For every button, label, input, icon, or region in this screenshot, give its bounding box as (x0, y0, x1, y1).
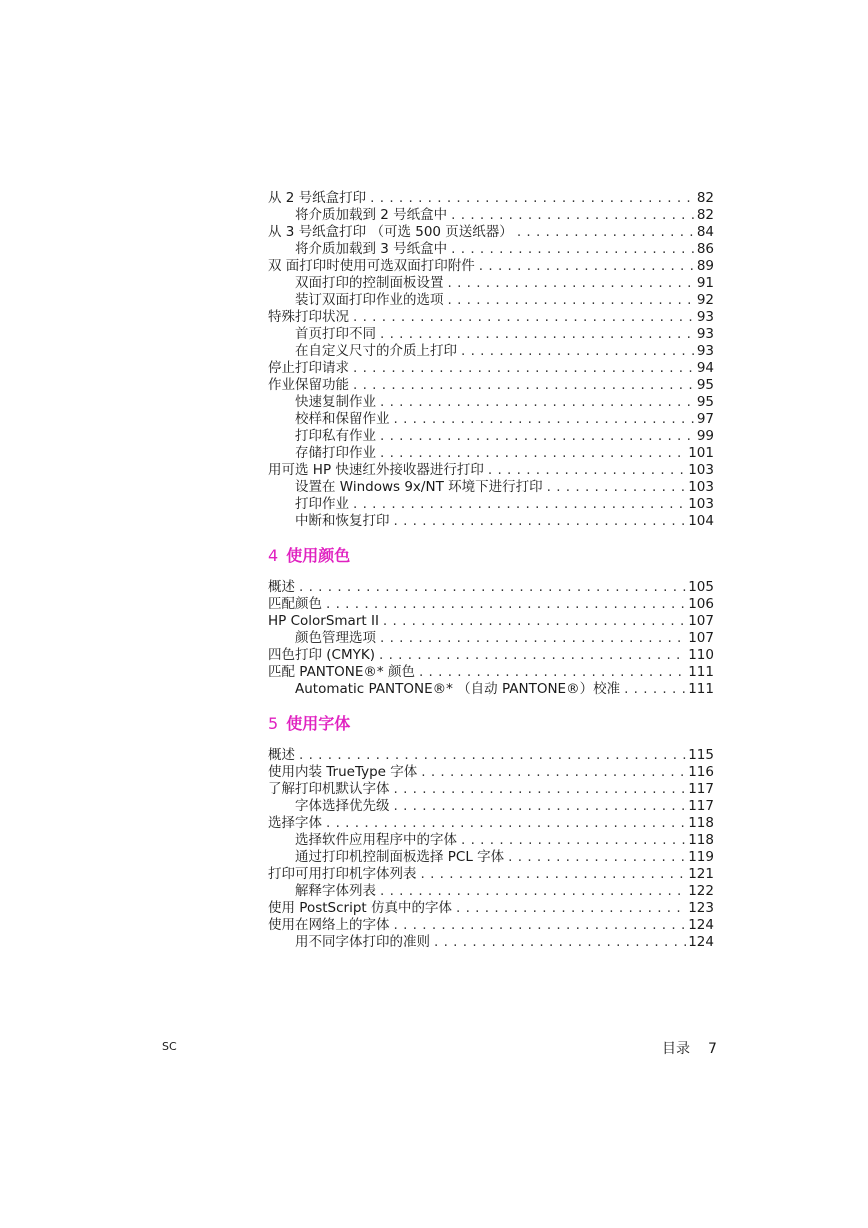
toc-entry-title: 匹配颜色 (268, 596, 322, 612)
toc-entry[interactable] (268, 394, 714, 411)
toc-entry-title: 从 3 号纸盒打印 （可选 500 页送纸器） (268, 224, 513, 240)
toc-entry[interactable] (268, 513, 714, 530)
chapter-title: 使用字体 (286, 714, 351, 733)
toc-entry-page: 115 (688, 747, 714, 763)
toc-entry[interactable] (268, 883, 714, 900)
dot-leader (451, 241, 695, 258)
dot-leader (448, 292, 695, 309)
dot-leader (379, 647, 686, 664)
toc-entry[interactable] (268, 275, 714, 292)
toc-entry-title: 打印作业 (295, 496, 349, 512)
toc-entry-page: 110 (688, 647, 714, 663)
dot-leader (380, 445, 686, 462)
dot-leader (517, 224, 695, 241)
toc-entry-title: 匹配 PANTONE®* 颜色 (268, 664, 415, 680)
toc-entry[interactable] (268, 934, 714, 951)
toc-entry-page: 89 (696, 258, 714, 274)
toc-entry-title: 概述 (268, 747, 295, 763)
toc-entry-page: 93 (696, 343, 714, 359)
toc-entry[interactable] (268, 579, 714, 596)
toc-entry-page: 116 (688, 764, 714, 780)
toc-entry-title: 停止打印请求 (268, 360, 349, 376)
toc-entry[interactable] (268, 496, 714, 513)
dot-leader (326, 596, 686, 613)
toc-entry-title: 解释字体列表 (295, 883, 376, 899)
toc-entry[interactable] (268, 343, 714, 360)
toc-entry-title: 使用内装 TrueType 字体 (268, 764, 418, 780)
toc-entry[interactable] (268, 849, 714, 866)
footer-page-number: 7 (708, 1041, 717, 1057)
toc-entry-page: 95 (696, 394, 714, 410)
toc-entry-page: 99 (696, 428, 714, 444)
toc-entry-title: 打印私有作业 (295, 428, 376, 444)
dot-leader (461, 343, 695, 360)
toc-entry-title: 通过打印机控制面板选择 PCL 字体 (295, 849, 505, 865)
toc-entry[interactable] (268, 747, 714, 764)
toc-entry[interactable] (268, 630, 714, 647)
toc-entry-title: 作业保留功能 (268, 377, 349, 393)
toc-entry-page: 124 (688, 934, 714, 950)
toc-entry[interactable] (268, 917, 714, 934)
toc-group-chapter3 (268, 190, 714, 530)
dot-leader (456, 900, 686, 917)
toc-entry-title: 了解打印机默认字体 (268, 781, 390, 797)
toc-entry-title: 选择软件应用程序中的字体 (295, 832, 457, 848)
toc-entry-title: 设置在 Windows 9x/NT 环境下进行打印 (295, 479, 543, 495)
toc-entry-title: 打印可用打印机字体列表 (268, 866, 417, 882)
toc-entry-page: 107 (688, 613, 714, 629)
toc-entry-page: 97 (696, 411, 714, 427)
toc-entry-page: 82 (696, 190, 714, 206)
toc-entry-title: 将介质加载到 2 号纸盒中 (295, 207, 448, 223)
toc-entry[interactable] (268, 664, 714, 681)
dot-leader (448, 275, 695, 292)
dot-leader (394, 781, 687, 798)
toc-entry[interactable] (268, 258, 714, 275)
toc-entry-page: 119 (688, 849, 714, 865)
toc-entry-page: 118 (688, 815, 714, 831)
chapter-title: 使用颜色 (286, 546, 351, 565)
dot-leader (434, 934, 686, 951)
toc-entry-title: 从 2 号纸盒打印 (268, 190, 367, 206)
toc-entry-page: 103 (688, 462, 714, 478)
toc-entry[interactable] (268, 781, 714, 798)
toc-entry[interactable] (268, 190, 714, 207)
toc-entry-title: 将介质加载到 3 号纸盒中 (295, 241, 448, 257)
toc-entry[interactable] (268, 360, 714, 377)
dot-leader (394, 917, 687, 934)
dot-leader (370, 190, 695, 207)
toc-entry-page: 95 (696, 377, 714, 393)
toc-entry-page: 92 (696, 292, 714, 308)
toc-entry-title: 概述 (268, 579, 295, 595)
toc-entry-page: 104 (688, 513, 714, 529)
dot-leader (624, 681, 686, 698)
toc-entry[interactable] (268, 866, 714, 883)
toc-entry[interactable] (268, 428, 714, 445)
toc-entry[interactable] (268, 900, 714, 917)
dot-leader (326, 815, 686, 832)
toc-entry-title: 校样和保留作业 (295, 411, 390, 427)
dot-leader (299, 579, 686, 596)
toc-entry-title: 中断和恢复打印 (295, 513, 390, 529)
toc-entry-title: Automatic PANTONE®* （自动 PANTONE®）校准 (295, 681, 621, 697)
toc-entry-page: 117 (688, 781, 714, 797)
toc-entry[interactable] (268, 224, 714, 241)
dot-leader (380, 326, 695, 343)
toc-entry-page: 93 (696, 326, 714, 342)
dot-leader (383, 613, 686, 630)
dot-leader (394, 798, 687, 815)
toc-entry-page: 91 (696, 275, 714, 291)
toc-entry-title: 字体选择优先级 (295, 798, 390, 814)
dot-leader (394, 513, 687, 530)
toc-entry-page: 94 (696, 360, 714, 376)
toc-entry[interactable] (268, 292, 714, 309)
toc-entry[interactable] (268, 681, 714, 698)
dot-leader (421, 764, 686, 781)
dot-leader (353, 377, 695, 394)
toc-entry[interactable] (268, 613, 714, 630)
dot-leader (451, 207, 695, 224)
toc-entry-title: HP ColorSmart II (268, 613, 379, 629)
toc-entry-title: 用不同字体打印的准则 (295, 934, 430, 950)
toc-entry-title: 使用 PostScript 仿真中的字体 (268, 900, 452, 916)
toc-entry[interactable] (268, 241, 714, 258)
toc-entry-title: 双面打印的控制面板设置 (295, 275, 444, 291)
toc-entry-page: 122 (688, 883, 714, 899)
toc-entry-page: 107 (688, 630, 714, 646)
toc-entry-title: 颜色管理选项 (295, 630, 376, 646)
toc-entry[interactable] (268, 207, 714, 224)
footer-section-name: 目录 (662, 1041, 690, 1057)
chapter-number: 5 (268, 714, 279, 733)
toc-entry[interactable] (268, 647, 714, 664)
toc-entry-page: 105 (688, 579, 714, 595)
toc-entry-title: 首页打印不同 (295, 326, 376, 342)
dot-leader (353, 496, 686, 513)
toc-group-chapter5 (268, 747, 714, 951)
toc-entry-page: 86 (696, 241, 714, 257)
toc-entry-page: 121 (688, 866, 714, 882)
toc-entry-title: 存储打印作业 (295, 445, 376, 461)
toc-entry-page: 106 (688, 596, 714, 612)
dot-leader (353, 309, 695, 326)
toc-entry-page: 93 (696, 309, 714, 325)
dot-leader (380, 630, 686, 647)
toc-entry[interactable] (268, 764, 714, 781)
dot-leader (488, 462, 686, 479)
toc-entry-title: 四色打印 (CMYK) (268, 647, 375, 663)
chapter-heading-4 (268, 545, 714, 567)
toc-entry[interactable] (268, 462, 714, 479)
toc-entry-title: 在自定义尺寸的介质上打印 (295, 343, 457, 359)
footer-page-label (662, 1038, 717, 1058)
toc-entry-title: 特殊打印状况 (268, 309, 349, 325)
dot-leader (547, 479, 687, 496)
dot-leader (394, 411, 695, 428)
toc-entry-title: 用可选 HP 快速红外接收器进行打印 (268, 462, 484, 478)
toc-entry-page: 101 (688, 445, 714, 461)
toc-entry[interactable] (268, 445, 714, 462)
dot-leader (419, 664, 686, 681)
toc-group-chapter4 (268, 579, 714, 698)
toc-entry-page: 103 (688, 479, 714, 495)
toc-entry[interactable] (268, 479, 714, 496)
dot-leader (380, 394, 695, 411)
toc-entry-title: 装订双面打印作业的选项 (295, 292, 444, 308)
dot-leader (421, 866, 687, 883)
toc-entry-page: 111 (688, 664, 714, 680)
toc-entry-page: 82 (696, 207, 714, 223)
dot-leader (479, 258, 695, 275)
dot-leader (508, 849, 686, 866)
dot-leader (299, 747, 686, 764)
chapter-number: 4 (268, 546, 279, 565)
toc-entry-page: 118 (688, 832, 714, 848)
toc-entry[interactable] (268, 815, 714, 832)
toc-entry-title: 使用在网络上的字体 (268, 917, 390, 933)
table-of-contents (268, 190, 714, 951)
toc-entry[interactable] (268, 798, 714, 815)
footer-language-code: SC (162, 1040, 177, 1053)
toc-entry-page: 84 (696, 224, 714, 240)
toc-entry[interactable] (268, 596, 714, 613)
dot-leader (380, 883, 686, 900)
toc-entry-page: 124 (688, 917, 714, 933)
toc-entry[interactable] (268, 326, 714, 343)
toc-entry-title: 双 面打印时使用可选双面打印附件 (268, 258, 475, 274)
toc-entry-page: 103 (688, 496, 714, 512)
toc-entry[interactable] (268, 309, 714, 326)
toc-entry-page: 111 (688, 681, 714, 697)
toc-entry[interactable] (268, 411, 714, 428)
toc-entry-page: 117 (688, 798, 714, 814)
toc-entry[interactable] (268, 832, 714, 849)
toc-entry-title: 快速复制作业 (295, 394, 376, 410)
toc-entry[interactable] (268, 377, 714, 394)
dot-leader (461, 832, 686, 849)
dot-leader (380, 428, 695, 445)
chapter-heading-5 (268, 713, 714, 735)
dot-leader (353, 360, 695, 377)
toc-entry-title: 选择字体 (268, 815, 322, 831)
toc-entry-page: 123 (688, 900, 714, 916)
